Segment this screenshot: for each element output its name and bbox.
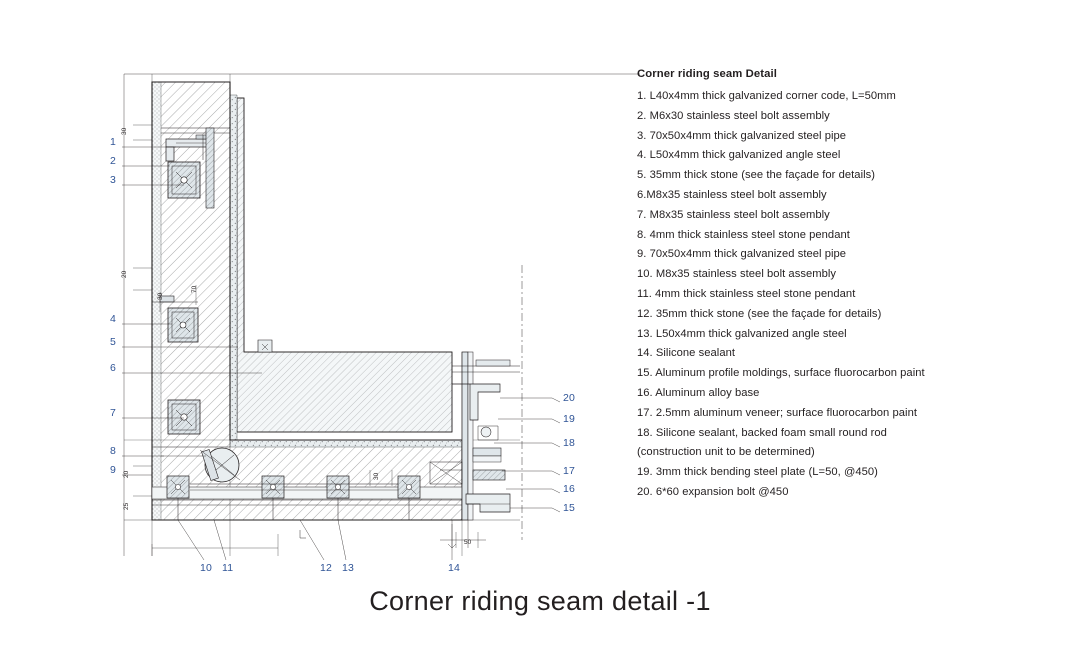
callout-11: 11 xyxy=(222,562,234,574)
legend-item: 4. L50x4mm thick galvanized angle steel xyxy=(637,149,841,162)
legend-item: 7. M8x35 stainless steel bolt assembly xyxy=(637,208,830,221)
legend-item: 8. 4mm thick stainless steel stone pendant xyxy=(637,228,850,241)
callout-5: 5 xyxy=(110,336,117,348)
callout-18: 18 xyxy=(563,437,576,449)
legend-item: 19. 3mm thick bending steel plate (L=50, @450) xyxy=(637,466,878,479)
callout-3: 3 xyxy=(110,174,117,186)
legend-item: 18. Silicone sealant, backed foam small round rod (construction unit to be determined) xyxy=(637,426,887,459)
callout-14: 14 xyxy=(448,562,461,574)
callout-17: 17 xyxy=(563,465,576,477)
dimension-text: 30 xyxy=(121,127,128,135)
dimension-text: 30 xyxy=(157,292,164,300)
callout-19: 19 xyxy=(563,413,576,425)
callout-12: 12 xyxy=(320,562,333,574)
callout-20: 20 xyxy=(563,392,576,404)
dimension-text: 25 xyxy=(123,502,130,510)
callout-15: 15 xyxy=(563,502,576,514)
dimension-text: 20 xyxy=(123,470,130,478)
legend-item: 10. M8x35 stainless steel bolt assembly xyxy=(637,268,837,281)
legend-item: 1. L40x4mm thick galvanized corner code, L=50mm xyxy=(637,90,896,102)
legend-item: 5. 35mm thick stone (see the façade for details) xyxy=(637,169,876,182)
legend-item: 16. Aluminum alloy base xyxy=(637,386,760,399)
legend-title: Corner riding seam Detail xyxy=(637,68,777,80)
figure-caption: Corner riding seam detail -1 xyxy=(369,586,711,616)
dimension-text: 50 xyxy=(464,539,472,546)
dimension-text: 20 xyxy=(121,270,128,278)
legend-item: 3. 70x50x4mm thick galvanized steel pipe xyxy=(637,129,847,142)
callout-4: 4 xyxy=(110,313,117,325)
callout-8: 8 xyxy=(110,445,117,457)
callout-10: 10 xyxy=(200,562,213,574)
legend-item: 6.M8x35 stainless steel bolt assembly xyxy=(637,188,827,201)
callout-2: 2 xyxy=(110,155,117,167)
callout-1: 1 xyxy=(110,136,117,148)
legend-item: 2. M6x30 stainless steel bolt assembly xyxy=(637,109,830,122)
callout-13: 13 xyxy=(342,562,355,574)
callout-7: 7 xyxy=(110,407,117,419)
legend-item: 12. 35mm thick stone (see the façade for details) xyxy=(637,307,882,320)
callout-16: 16 xyxy=(563,483,576,495)
callout-6: 6 xyxy=(110,362,117,374)
dimension-text: 70 xyxy=(191,285,198,293)
legend-item: 15. Aluminum profile moldings, surface fluorocarbon paint xyxy=(637,367,925,380)
callout-9: 9 xyxy=(110,464,117,476)
legend-panel xyxy=(637,68,1057,503)
legend-item: 17. 2.5mm aluminum veneer; surface fluorocarbon paint xyxy=(637,406,917,419)
legend-item: 14. Silicone sealant xyxy=(637,347,736,360)
legend-item: 9. 70x50x4mm thick galvanized steel pipe xyxy=(637,248,847,261)
legend-list xyxy=(637,87,1057,503)
legend-item: 20. 6*60 expansion bolt @450 xyxy=(637,485,789,498)
legend-item: 11. 4mm thick stainless steel stone pendant xyxy=(637,287,856,300)
legend-item: 13. L50x4mm thick galvanized angle steel xyxy=(637,327,847,340)
dimension-text: 30 xyxy=(373,472,380,480)
